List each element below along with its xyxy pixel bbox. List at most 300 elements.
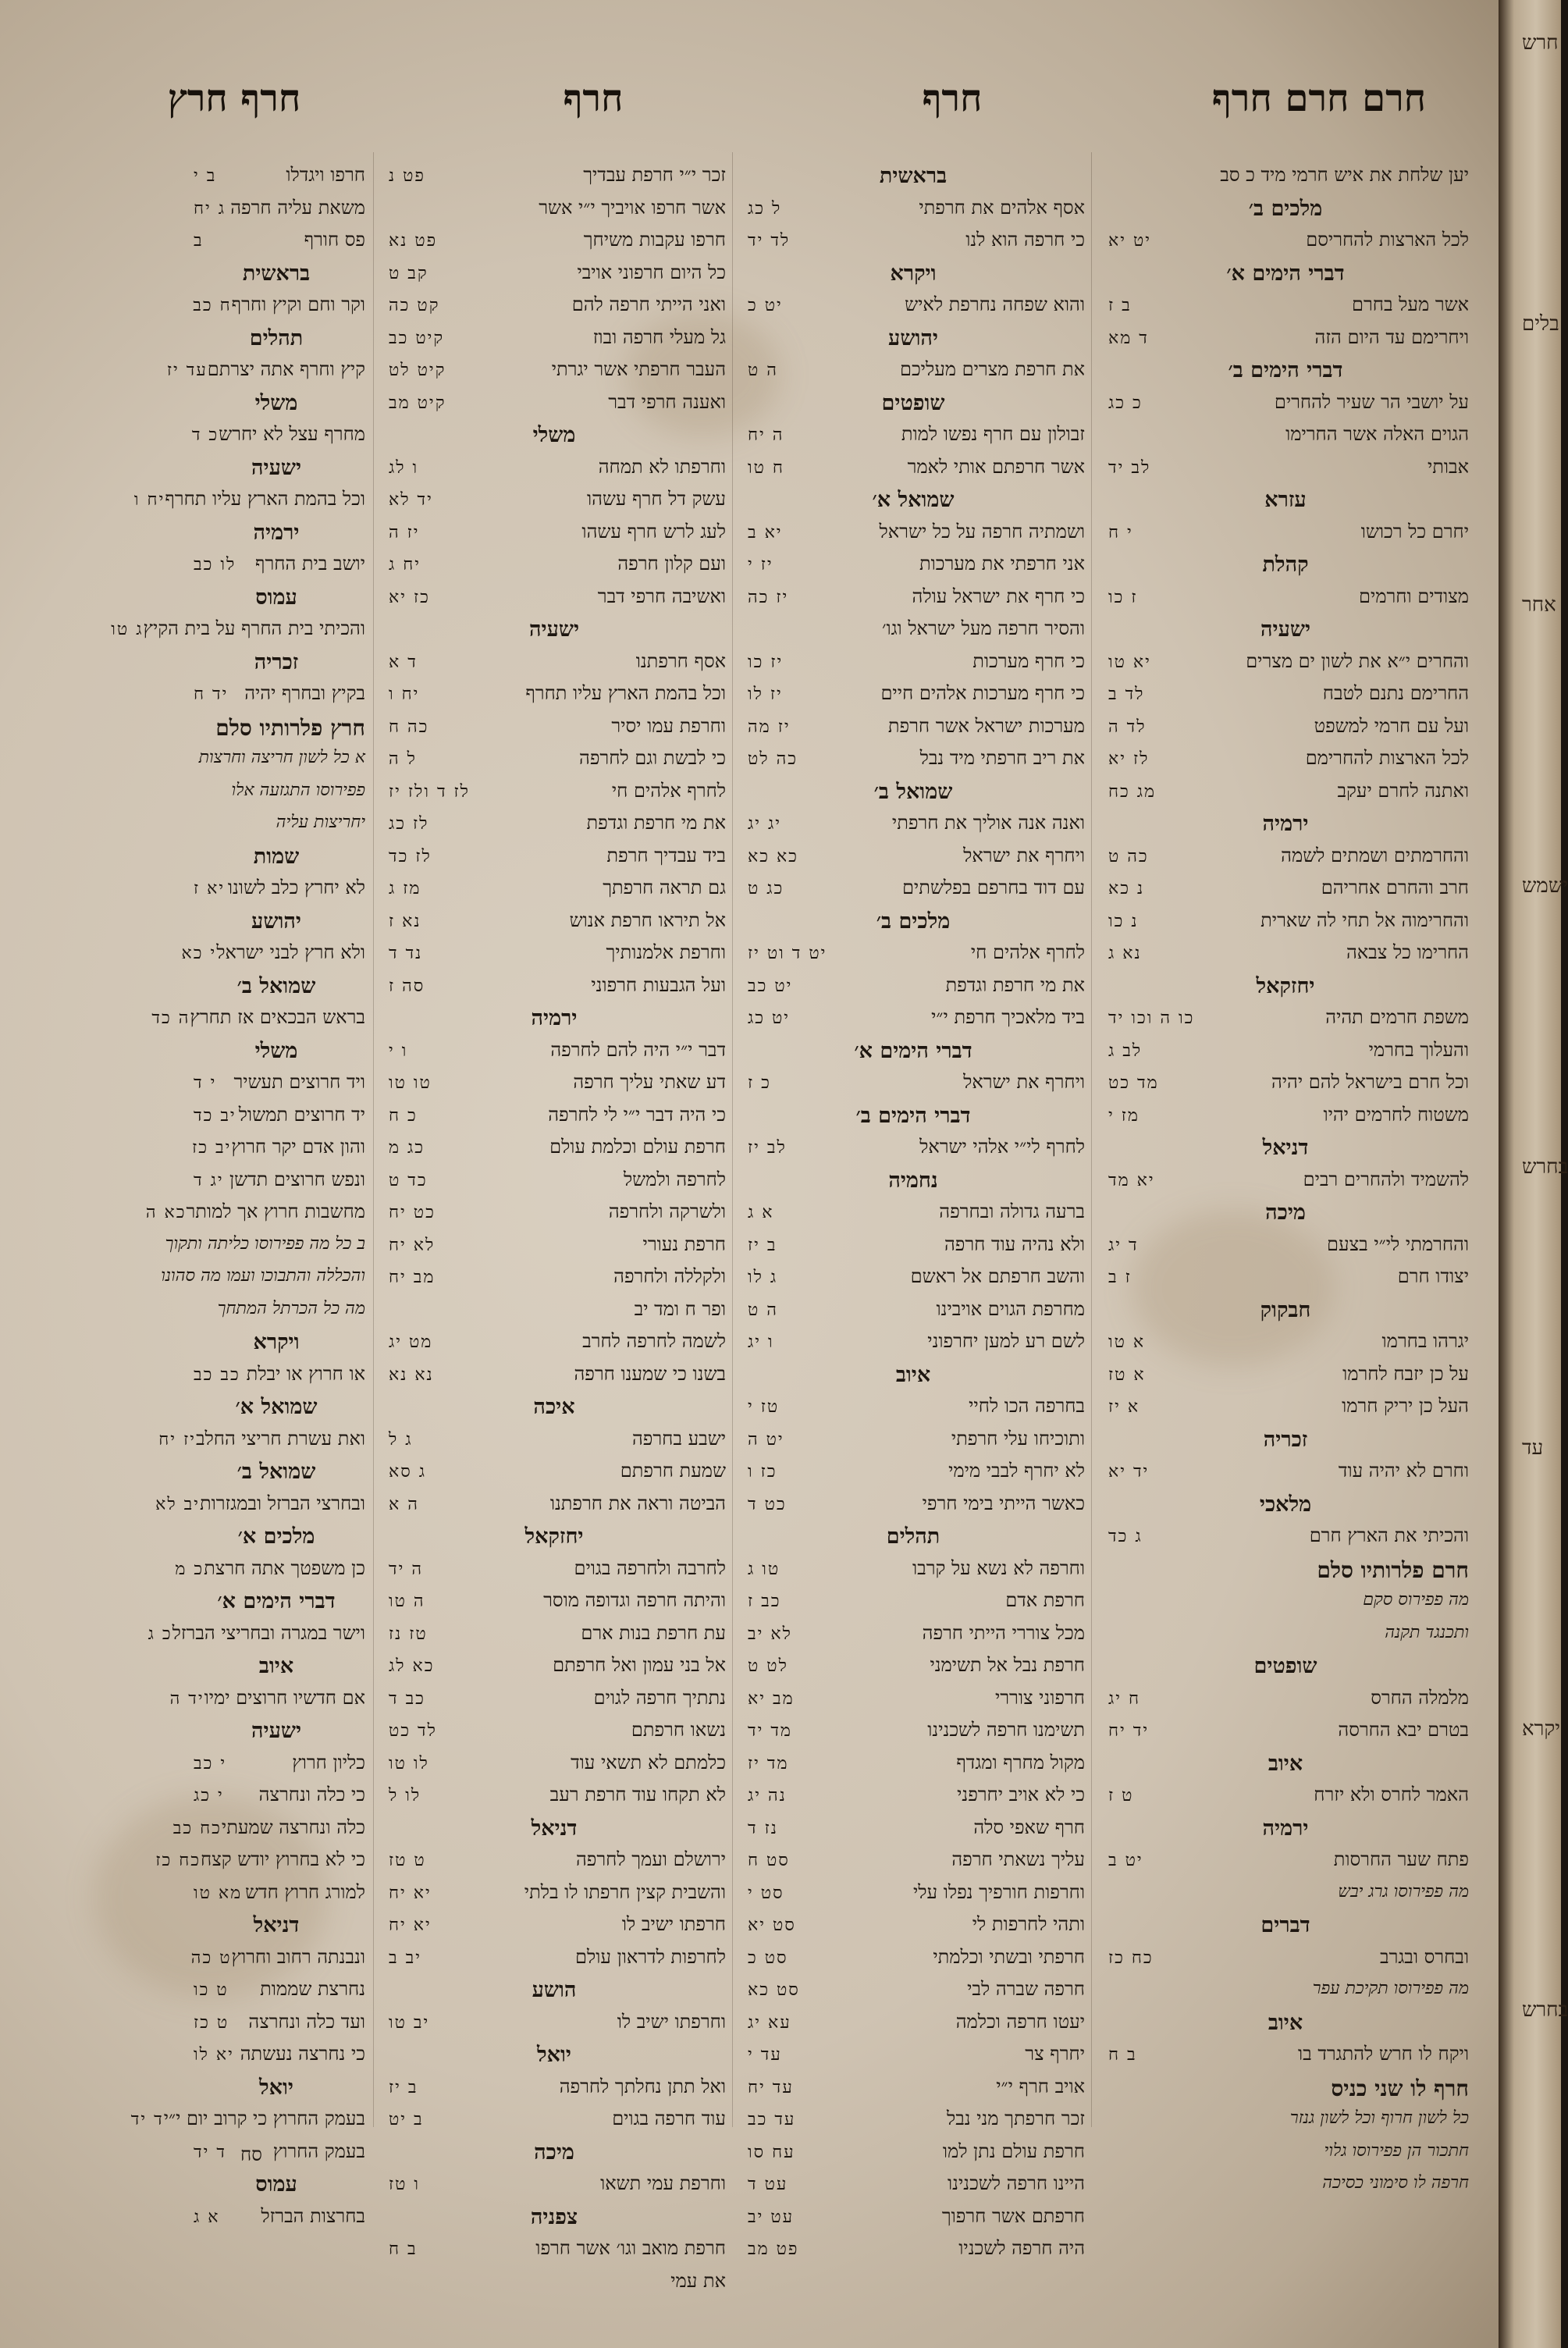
concordance-entry [382,1104,726,1137]
concordance-entry [187,1946,365,1979]
concordance-entry [741,1946,1085,1979]
entry-text: מלכים א׳ [237,1524,315,1549]
entry-text: והון אדם יקר חרוץ [231,1136,365,1158]
entry-text: ותוכיחו עלי חרפתי [951,1427,1085,1450]
verse-reference: יט כ [748,296,783,315]
concordance-entry [187,1169,365,1201]
verse-reference: י כב [194,1753,227,1773]
verse-reference: ד יד [130,2110,164,2129]
concordance-entry [1102,1784,1469,1816]
concordance-entry [1102,423,1469,456]
concordance-entry [166,358,365,391]
verse-reference: נא נא [389,1364,434,1385]
book-heading [382,1524,726,1557]
verse-reference: ט כו [194,1980,229,2000]
concordance-entry [741,650,1085,683]
concordance-entry [741,1913,1085,1946]
book-heading [187,521,365,553]
entry-text: חרפתו ישיב לו [621,1913,726,1935]
book-heading [1102,1298,1469,1331]
entry-text: פתח שער החרסות [1333,1848,1469,1870]
entry-text: לכל הארצות להחרימם [1305,747,1469,769]
concordance-entry [175,1556,365,1590]
verse-reference: נא ז [389,911,421,931]
entry-text: דברי הימים ב׳ [855,1103,971,1128]
entry-text: כלה ונחרצה שמעתי [221,1816,365,1838]
concordance-entry [187,1363,365,1396]
entry-text: כליון חרוץ [292,1751,365,1773]
entry-text: לחרבה ולחרפה בגוים [574,1556,726,1579]
concordance-entry [382,1913,726,1946]
entry-text: יגרהו בחרמו [1381,1330,1469,1352]
entry-text: מחרפת הגוים אויבינו [936,1297,1085,1320]
verse-reference: לו כב [194,555,236,575]
entry-text: בקיץ ובחרף יהיה [244,682,365,704]
concordance-entry [382,1946,726,1979]
verse-reference: לד ב [1108,685,1145,704]
verse-reference: סט ח [748,1851,790,1870]
entry-text: כי חרף מערכות אלהים חיים [880,682,1085,704]
entry-text: ישעיה [528,617,580,642]
concordance-entry [1102,391,1469,424]
verse-reference: לז כד [389,846,432,866]
concordance-entry [382,1719,726,1752]
verse-reference: ט כז [194,2012,229,2033]
verse-reference: ל כג [748,198,782,219]
entry-text: איכה [533,1395,575,1419]
book-heading [741,1039,1085,1072]
verse-reference: עד יח [748,2077,794,2097]
entry-text: לחרף לי״י אלהי ישראל [919,1136,1085,1158]
concordance-entry [1102,1719,1469,1752]
verse-reference: ג לו [748,1268,778,1287]
book-heading [382,2043,726,2076]
book-heading [1102,553,1469,585]
entry-text: זכריה [1263,1427,1308,1452]
entry-text: זכר חרפתך מני נבל [946,2108,1085,2129]
verse-reference: לז כג [389,814,429,834]
concordance-entry [155,1848,365,1881]
entry-text: ישעיה [251,1719,302,1743]
entry-text: בחרפה הכו לחיי [969,1395,1085,1417]
entry-text: עמוס [255,2172,297,2197]
entry-text: חרפו עקבות משיחך [583,229,726,251]
entry-text: מיכה [1265,1201,1306,1225]
entry-text: מערכות ישראל אשר חרפת [887,714,1085,737]
book-heading [187,1654,365,1687]
book-heading [187,974,365,1007]
entry-text: לשמה לחרפה לחרב [582,1330,726,1352]
verse-reference: יב לא [155,1494,200,1514]
concordance-entry [382,715,726,748]
entry-text: חרפת נבל אל תשימני [930,1654,1085,1676]
verse-reference: לב יד [1108,457,1151,478]
verse-reference: ד א [389,652,418,672]
entry-text: קיץ וחרף אתה יצרתם [207,358,365,380]
verse-reference: א יז [1108,1397,1140,1417]
verse-reference: ה יד [389,1559,423,1579]
concordance-entry [741,1719,1085,1752]
entry-text: יחרף צר [1025,2043,1085,2065]
entry-text: לחרפה ולמשל [623,1168,726,1190]
verse-reference: ו טז [389,2175,421,2194]
verse-reference: א ג [194,2207,220,2227]
entry-text: נשאו חרפתם [631,1719,726,1741]
entry-text: חרפת אדם [1005,1589,1085,1611]
concordance-entry [741,2011,1085,2044]
concordance-entry [741,585,1085,618]
gloss-line [161,1265,365,1298]
verse-reference: קיט לט [389,361,446,380]
verse-reference: פט נ [389,166,425,186]
entry-text: בעמק החרוץ כי קרוב יום י״י [163,2108,365,2129]
entry-text: בחרצות הברזל [261,2204,365,2227]
entry-text: נחמיה [888,1168,938,1193]
entry-text: דבר י״י היה להם לחרפה [550,1038,726,1061]
verse-reference: ב ח [389,2239,418,2259]
entry-text: שופטים [1253,1654,1317,1678]
book-heading [187,909,365,942]
entry-text: ירמיה [531,1006,578,1030]
verse-reference: סה ז [389,976,425,996]
verse-reference: נ כו [1108,911,1139,931]
entry-text: אשר חרפתם אותי לאמר [907,455,1085,478]
entry-text: כלמתם לא תשאי עוד [571,1751,726,1773]
verse-reference: יז מה [748,717,791,737]
verse-reference: יט יא [1108,231,1152,251]
book-heading [187,456,365,489]
verse-reference: כ ח [389,1105,418,1126]
concordance-entry [382,780,726,813]
entry-text: ואני הייתי חרפה להם [571,294,726,315]
book-heading [741,1524,1085,1557]
entry-text: חרפת מואב וגו׳ אשר חרפו [535,2237,726,2259]
concordance-entry [382,2237,726,2270]
running-header-col1: חרם חרם חרף [1211,76,1427,120]
facing-page-text: יקרא [1522,1717,1561,1741]
concordance-entry [382,326,726,359]
concordance-entry [382,1622,726,1655]
entry-text: כי חרף מערכות [972,649,1085,672]
entry-text: וכל בהמת הארץ עליו תחרף [525,682,726,704]
verse-reference: טו טו [389,1073,432,1093]
entry-text: וחרפת עמו יסיר [611,714,726,737]
entry-text: לא תקחו עוד חרפת רעב [549,1784,726,1805]
root-heading [1102,1557,1469,1590]
concordance-entry [382,682,726,715]
entry-text: שמואל ב׳ [873,779,953,804]
entry-text: והכיתי בית החרף על בית הקיץ [143,617,365,639]
entry-text: יען שלחת את איש חרמי מיד כ סב [1220,164,1469,186]
verse-reference: מב יח [389,1268,436,1287]
verse-reference: לז יא [1108,749,1150,769]
entry-text: ונבנתה רחוב וחרוץ [231,1945,365,1968]
concordance-column-2 [741,164,1085,2270]
entry-text: ויד חרוצים תעשיר [233,1071,365,1093]
concordance-entry [741,1136,1085,1169]
concordance-entry [169,1686,365,1720]
concordance-entry [187,164,365,197]
concordance-entry [187,229,365,261]
verse-reference: יד יח [1108,1721,1150,1741]
book-heading [187,326,365,359]
verse-reference: ד יד [194,2142,226,2162]
entry-text: נתתיך חרפה לגוים [593,1686,726,1709]
entry-text: משפת חרמים תהיה [1325,1006,1469,1028]
entry-text: ב כל מה פפירוסו כליתה ותקוך [165,1233,365,1254]
entry-text: פס חורף [304,229,365,251]
entry-text: עליך נשאתי חרפה [951,1848,1085,1870]
concordance-entry [187,877,365,909]
verse-reference: נז ד [748,1818,778,1838]
entry-text: והוא שפחה נחרפת לאיש [905,294,1085,315]
book-heading [187,391,365,424]
entry-text: הביטה וראה את חרפתנו [549,1492,726,1514]
concordance-entry [741,1395,1085,1428]
entry-text: יהושע [251,909,301,934]
entry-text: יצודו חרם [1397,1265,1469,1287]
verse-reference: עד כב [748,2110,796,2129]
entry-text: גם תראה חרפתך [603,877,726,898]
entry-text: שופטים [881,390,945,415]
concordance-entry [741,1428,1085,1460]
verse-reference: יא מד [1108,1170,1155,1190]
verse-reference: ב ז [1108,296,1132,315]
entry-text: מלאכי [1259,1492,1312,1517]
entry-text: היינו חרפה לשכנינו [948,2172,1085,2194]
concordance-entry [741,682,1085,715]
entry-text: מלכים ב׳ [1248,196,1323,221]
concordance-entry [382,1848,726,1881]
verse-reference: מד יד [748,1721,792,1741]
concordance-entry [741,2237,1085,2270]
book-heading [187,1913,365,1946]
entry-text: מקול מחרף ומגדף [956,1751,1085,1773]
entry-text: והסיר חרפה מעל ישראל וגו׳ [881,617,1085,639]
concordance-column-4 [111,164,365,2237]
concordance-entry [382,1428,726,1460]
verse-reference: מד כט [1108,1073,1159,1093]
verse-reference: ז כו [1108,587,1138,607]
book-heading [741,261,1085,294]
verse-reference: יז לו [748,685,783,704]
gloss-line [187,812,365,845]
verse-reference: יג ד [194,1170,224,1190]
entry-text: והשב חרפתם אל ראשם [910,1265,1085,1287]
entry-text: פפירוסו התגזעה אלו [231,780,365,800]
verse-reference: לט ט [748,1656,788,1676]
entry-text: לחרף אלהים חי [970,941,1085,963]
entry-text: ישעיה [251,455,302,480]
concordance-entry [382,1169,726,1201]
concordance-entry [148,1621,365,1655]
verse-reference: יח ו [389,685,420,704]
running-header-col4: חרף חרץ [167,76,301,120]
concordance-entry [382,941,726,974]
verse-reference: לו ל [389,1786,421,1805]
entry-text: וישר במגרה ובחריצי הברזל [172,1621,365,1644]
entry-text: מיכה [534,2140,574,2165]
concordance-entry [741,1622,1085,1655]
verse-reference: ב י [194,166,217,186]
verse-reference: ד מא [1108,328,1149,348]
entry-text: דניאל [1262,1136,1309,1160]
verse-reference: מז ג [389,879,421,898]
entry-text: כי היה דבר י״י לי לחרפה [548,1103,726,1126]
verse-reference: כ ד [191,425,219,445]
concordance-entry [741,1654,1085,1687]
verse-reference: יב ב [389,1948,421,1968]
concordance-entry [1102,1363,1469,1396]
entry-text: היה חרפה לשכניו [958,2237,1085,2259]
verse-reference: ב יט [389,2110,424,2129]
verse-reference: יב כד [194,1105,236,1126]
entry-text: העל כן יריק חרמו [1342,1395,1469,1417]
verse-reference: יא לו [194,2045,234,2065]
concordance-entry [382,1265,726,1298]
verse-reference: כה ח [389,717,429,737]
verse-reference: לב ג [1108,1041,1143,1061]
verse-reference: יט ב [1108,1851,1143,1870]
gloss-line [165,1233,365,1266]
verse-reference: י ד [194,1073,217,1093]
verse-reference: יב כז [192,1138,232,1158]
concordance-entry [741,294,1085,326]
entry-text: תשימנו חרפה לשכנינו [927,1719,1085,1741]
concordance-entry [187,682,365,715]
entry-text: דברי הימים א׳ [1226,261,1345,286]
verse-reference: כז ו [748,1462,777,1482]
entry-text: יחזקאל [1256,973,1315,998]
concordance-entry [741,1978,1085,2011]
verse-reference: כח כב [172,1818,222,1838]
verse-reference: יד ה [169,1688,204,1709]
concordance-entry [741,845,1085,877]
verse-reference: ט טז [389,1851,426,1870]
entry-text: יחרם כל רכושו [1360,520,1469,543]
entry-text: לכל הארצות להחריסם [1306,229,1469,251]
running-header-col3: חרף [563,76,624,120]
gloss-line [1102,1881,1469,1914]
entry-text: עשק דל חרף עשהו [586,488,726,510]
entry-text: דניאל [253,1913,300,1937]
verse-reference: כו ה וכו יד [1108,1009,1195,1028]
entry-text: יחזקאל [524,1524,584,1549]
verse-reference: יח ג [389,555,421,575]
concordance-entry [382,747,726,780]
book-heading [187,1039,365,1072]
verse-reference: עד יז [166,361,208,380]
entry-text: ויקח לו חרש להתגרד בו [1298,2043,1469,2065]
verse-reference: סט כא [748,1980,800,2000]
entry-text: ברעה גדולה ובחרפה [939,1201,1085,1222]
entry-text: חרפתי ובשתי וכלמתי [933,1945,1085,1968]
entry-text: ויקרא [253,1330,300,1354]
verse-reference: ב יז [748,1235,777,1255]
book-heading [1102,1136,1469,1169]
verse-reference: ג ל [389,1429,413,1450]
concordance-entry [382,358,726,391]
concordance-entry [1102,1104,1469,1137]
concordance-entry [111,617,365,650]
gloss-line [1102,1978,1469,2011]
concordance-entry [130,2108,365,2140]
verse-reference: כ כג [1108,393,1143,413]
entry-text: חרף לו שני כניס [1331,2075,1469,2101]
entry-text: וחרפה לא נשא על קרבו [912,1556,1085,1579]
concordance-entry [181,941,365,974]
entry-text: יואל [537,2043,571,2067]
concordance-entry [741,2108,1085,2140]
verse-reference: ח טו [748,457,784,478]
verse-reference: כ מ [175,1559,204,1579]
concordance-entry [741,2076,1085,2108]
verse-reference: מג כח [1108,781,1157,802]
concordance-entry [382,1492,726,1525]
entry-text: כאשר הייתי בימי חרפי [922,1492,1085,1514]
verse-reference: כד ט [389,1170,428,1190]
entry-text: ואל תתן נחלתך לחרפה [559,2075,726,2097]
concordance-entry [741,1071,1085,1104]
entry-text: וחרפות חורפיך נפלו עלי [912,1880,1085,1903]
concordance-entry [382,1233,726,1266]
verse-reference: ל ה [389,749,417,769]
entry-text: זכר י״י חרפת עבדיך [583,164,726,186]
concordance-entry [1102,456,1469,489]
entry-text: כי חרף את ישראל עולה [912,585,1085,607]
entry-text: עזרא [1264,488,1307,512]
concordance-entry [741,812,1085,845]
entry-text: חרפת עולם נתן למו [942,2140,1085,2162]
book-heading [382,2205,726,2238]
verse-reference: פט מב [748,2239,799,2259]
entry-text: והחרמתי לי״י בצעם [1327,1233,1469,1255]
concordance-entry [382,1557,726,1590]
concordance-entry [187,2011,365,2044]
entry-text: איוב [1268,1751,1303,1776]
concordance-entry [741,358,1085,391]
entry-text: ואנה אנה אוליך את חרפתי [891,812,1085,834]
entry-text: ואת עשרת חריצי החלב [195,1427,365,1450]
entry-text: מצודים וחרמים [1358,585,1469,607]
entry-text: ירושלם ועמך לחרפה [575,1848,726,1870]
verse-reference: כא ה [145,1203,187,1222]
verse-reference: לז ד ולז יז [389,781,470,802]
verse-reference: א טו [1108,1332,1146,1352]
entry-text: חרפתם אשר חרפוך [941,2204,1085,2227]
concordance-entry [187,1104,365,1137]
entry-text: לעג לרש חרף עשהו [581,520,726,543]
concordance-entry [741,1752,1085,1784]
verse-reference: יד ח [194,685,229,704]
entry-text: הגוים האלה אשר החרימו [1285,423,1469,445]
verse-reference: יז יח [158,1429,196,1450]
entry-text: משאת עליה חרפה [230,196,365,219]
entry-text: ויחרף את ישראל [963,844,1085,866]
entry-text: אני חרפתי את מערכות [919,553,1085,575]
concordance-entry [1102,845,1469,877]
gloss-line [1102,1622,1469,1655]
book-heading [1102,974,1469,1007]
column-rule [1091,152,1092,2127]
concordance-entry [382,2076,726,2108]
concordance-entry [1102,1687,1469,1720]
concordance-entry [1102,585,1469,618]
concordance-entry [382,488,726,521]
entry-text: חרף שאפי סלה [973,1816,1085,1838]
entry-text: אבותי [1427,455,1469,478]
entry-text: מחרף עצל לא יחרש [219,423,365,445]
